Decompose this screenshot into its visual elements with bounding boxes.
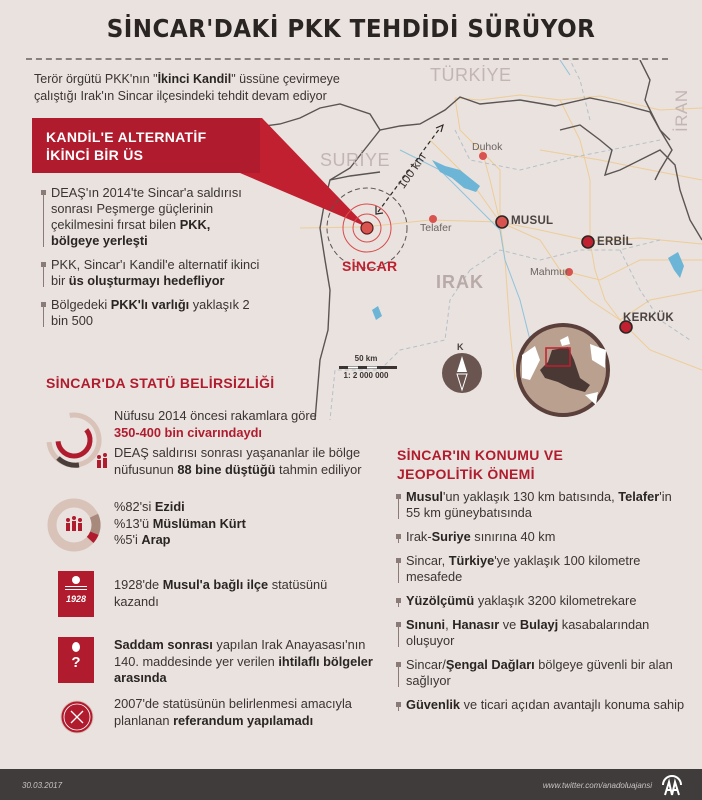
bullet-item: Sincar, Türkiye'ye yaklaşık 100 kilometre mesafede (385, 553, 685, 585)
city-label-duhok: Duhok (472, 141, 503, 153)
footer (0, 769, 702, 800)
bullet-item: DEAŞ'ın 2014'te Sincar'a saldırısı sonrası Peşmerge güçlerinin çekilmesini fırsat bilen PKK, bölgeye yerleşti (30, 185, 260, 249)
small-lake (372, 306, 382, 320)
city-label-mahmur: Mahmur (530, 266, 569, 278)
city-label-musul: MUSUL (511, 215, 554, 227)
sincar-marker (361, 222, 373, 234)
callout-bullets (30, 185, 260, 337)
callout-box (32, 118, 260, 173)
dukan-lake (668, 252, 684, 278)
population-highlight: 350-400 bin civarındaydı (114, 424, 262, 440)
bullet-item: PKK, Sincar'ı Kandil'e alternatif ikinci bir üs oluşturmayı hedefliyor (30, 257, 260, 289)
people-icon (97, 453, 107, 468)
population-gauge-icon (44, 410, 108, 474)
intro-text: Terör örgütü PKK'nın "İkinci Kandil" üssüne çevirmeye çalıştığı Irak'ın Sincar ilçesindeki tehdit devam ediyor (34, 72, 340, 103)
population-stat (44, 408, 362, 478)
composition-item: %82'si Ezidi (114, 499, 185, 514)
scale-ratio: 1: 2 000 000 (343, 371, 389, 380)
history-1928: 1928 1928'de Musul'a bağlı ilçe statüsünü kazandı (44, 571, 344, 621)
footer-date: 30.03.2017 (22, 781, 63, 790)
composition-stat (44, 497, 344, 557)
city-label-sincar: SİNCAR (342, 258, 398, 274)
page-title: SİNCAR'DAKİ PKK TEHDİDİ SÜRÜYOR (106, 14, 596, 43)
bullet-item: Musul'un yaklaşık 130 km batısında, Telafer'in 55 km güneybatısında (385, 489, 685, 521)
aa-logo-icon (660, 773, 684, 797)
compass-north-label: K (457, 342, 464, 352)
disputed-location-icon: ? (58, 637, 94, 683)
bullet-item: Irak-Suriye sınırına 40 km (385, 529, 685, 545)
composition-donut-icon (46, 497, 106, 557)
bullet-item: Sınuni, Hanasır ve Bulayj kasabalarından oluşuyor (385, 617, 685, 649)
decline-text: DEAŞ saldırısı sonrası yaşananlar ile bölge nüfusunun 88 bine düştüğü tahmin ediliyor (114, 445, 362, 477)
bullet-item: Bölgedeki PKK'lı varlığı yaklaşık 2 bin 500 (30, 297, 260, 329)
composition-item: %5'i Arap (114, 532, 171, 547)
footer-twitter-link[interactable]: www.twitter.com/anadoluajansi (542, 781, 652, 790)
location-section-title: SİNCAR'IN KONUMU VE JEOPOLİTİK ÖNEMİ (397, 447, 564, 482)
population-text: Nüfusu 2014 öncesi rakamlara göre (114, 408, 317, 423)
country-label-turkiye: TÜRKİYE (430, 65, 512, 85)
distance-label: 100 km (394, 150, 429, 192)
city-label-erbil: ERBİL (597, 236, 633, 248)
city-label-telafer: Telafer (420, 222, 452, 234)
history-2007: 2007'de statüsünün belirlenmesi amacıyla planlanan referandum yapılamadı (44, 700, 344, 752)
composition-item: %13'ü Müslüman Kürt (114, 515, 246, 531)
callout-line-2: İKİNCİ BİR ÜS (46, 147, 144, 163)
cancel-icon (60, 700, 96, 736)
location-bullets (385, 489, 685, 721)
callout-line-1: KANDİL'E ALTERNATİF (46, 129, 207, 145)
country-label-irak: IRAK (436, 272, 484, 292)
history-saddam: ? Saddam sonrası yapılan Irak Anayasası'nın 140. maddesinde yer verilen ihtilaflı bölgeler arasında (44, 637, 344, 687)
mosul-lake (432, 160, 480, 192)
bullet-item: Yüzölçümü yaklaşık 3200 kilometrekare (385, 593, 685, 609)
status-section-title: SİNCAR'DA STATÜ BELİRSİZLİĞİ (46, 375, 275, 391)
people-icon (66, 516, 82, 531)
scale-km: 50 km (354, 354, 378, 363)
year-badge-icon: 1928 (58, 571, 94, 617)
city-label-kerkuk: KERKÜK (623, 312, 674, 324)
rivers (400, 60, 570, 340)
bullet-item: Sincar/Şengal Dağları bölgeye güvenli bir alan sağlıyor (385, 657, 685, 689)
country-label-iran: İRAN (672, 89, 691, 132)
country-label-suriye: SURİYE (320, 150, 391, 170)
bullet-item: Güvenlik ve ticari açıdan avantajlı konuma sahip (385, 697, 685, 713)
